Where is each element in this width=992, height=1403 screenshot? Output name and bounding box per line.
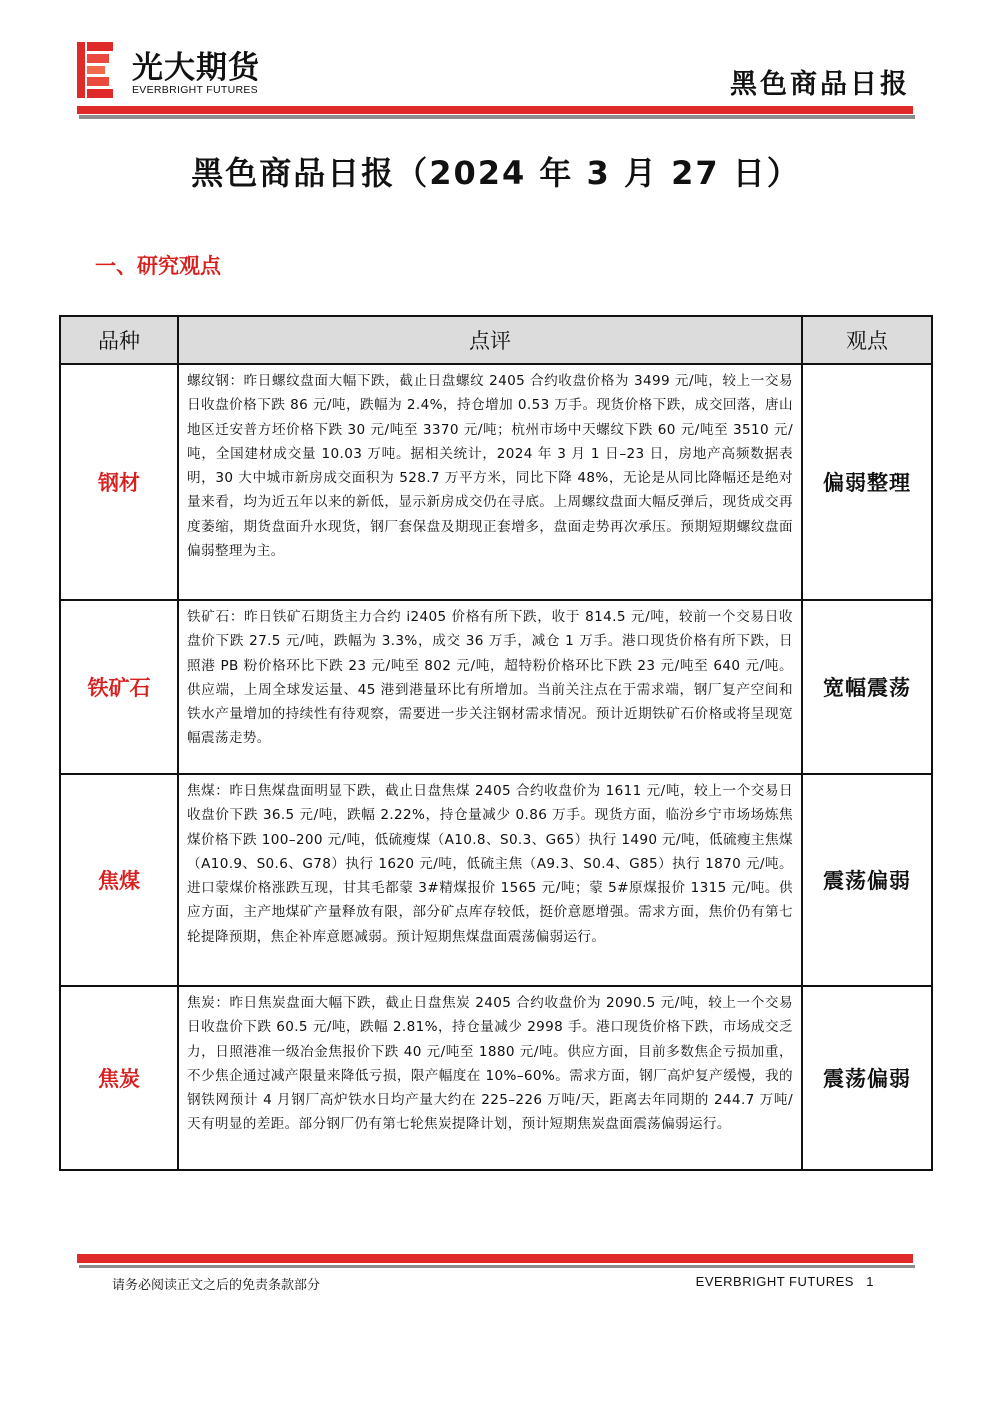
table-row <box>60 774 932 986</box>
header-view: 观点 <box>802 316 932 364</box>
table-header-row <box>60 316 932 364</box>
row-view: 震荡偏弱 <box>802 986 932 1170</box>
row-view: 偏弱整理 <box>802 364 932 600</box>
row-comment: 焦煤：昨日焦煤盘面明显下跌，截止日盘焦煤 2405 合约收盘价为 1611 元/吨，较上一个交易日收盘价下跌 36.5 元/吨，跌幅 2.22%，持仓量减少 0.86 万手。现货方面，临汾乡宁市场场炼焦煤价格下跌 100–200 元/吨，低硫瘦煤（A10.8、S0.3、G65）执行 1490 元/吨，低硫瘦主焦煤（A10.9、S0.6、G78）执行 1620 元/吨，低硫主焦（A9.3、S0.4、G85）执行 1870 元/吨。进口蒙煤价格涨跌互现，甘其毛都蒙 3#精煤报价 1565 元/吨；蒙 5#原煤报价 1315 元/吨。供应方面，主产地煤矿产量释放有限，部分矿点库存较低，挺价意愿增强。需求方面，焦价仍有第七轮提降预期，焦企补库意愿减弱。预计短期焦煤盘面震荡偏弱运行。 <box>178 774 802 986</box>
logo-mark-icon <box>77 42 117 98</box>
table-row <box>60 986 932 1170</box>
header-comment: 点评 <box>178 316 802 364</box>
table-row <box>60 600 932 774</box>
section-title: 一、研究观点 <box>95 254 221 278</box>
row-comment: 螺纹钢：昨日螺纹盘面大幅下跌，截止日盘螺纹 2405 合约收盘价格为 3499 元/吨，较上一交易日收盘价格下跌 86 元/吨，跌幅为 2.4%，持仓增加 0.53 万手。现货价格下跌，成交回落，唐山地区迁安普方坯价格下跌 30 元/吨至 3370 元/吨；杭州市场中天螺纹下跌 60 元/吨至 3510 元/吨，全国建材成交量 10.03 万吨。据相关统计，2024 年 3 月 1 日–23 日，房地产高频数据表明，30 大中城市新房成交面积为 528.7 万平方米，同比下降 48%，无论是从同比降幅还是绝对量来看，均为近五年以来的新低，显示新房成交仍在寻底。上周螺纹盘面大幅反弹后，现货成交再度萎缩，期货盘面升水现货，钢厂套保盘及期现正套增多，盘面走势再次承压。预期短期螺纹盘面偏弱整理为主。 <box>178 364 802 600</box>
footer-disclaimer: 请务必阅读正文之后的免责条款部分 <box>112 1278 321 1293</box>
row-category: 焦煤 <box>60 774 178 986</box>
row-category: 焦炭 <box>60 986 178 1170</box>
document-title: 黑色商品日报（2024 年 3 月 27 日） <box>191 154 801 192</box>
footer-brand-page: EVERBRIGHT FUTURES 1 <box>695 1274 874 1289</box>
everbright-logo <box>77 42 277 98</box>
footer-gray-rule <box>79 1265 915 1268</box>
report-name: 黑色商品日报 <box>730 69 910 100</box>
table-row <box>60 364 932 600</box>
row-comment: 焦炭：昨日焦炭盘面大幅下跌，截止日盘焦炭 2405 合约收盘价为 2090.5 元/吨，较上一个交易日收盘价下跌 60.5 元/吨，跌幅 2.81%，持仓量减少 2998 手。港口现货价格下跌，市场成交乏力，日照港准一级冶金焦报价下跌 40 元/吨至 1880 元/吨。供应方面，目前多数焦企亏损加重，不少焦企通过减产限量来降低亏损，限产幅度在 10%–60%。需求方面，钢厂高炉复产缓慢，我的钢铁网预计 4 月钢厂高炉铁水日均产量大约在 225–226 万吨/天，距离去年同期的 244.7 万吨/天有明显的差距。部分钢厂仍有第七轮焦炭提降计划，预计短期焦炭盘面震荡偏弱运行。 <box>178 986 802 1170</box>
row-view: 震荡偏弱 <box>802 774 932 986</box>
row-comment: 铁矿石：昨日铁矿石期货主力合约 i2405 价格有所下跌，收于 814.5 元/吨，较前一个交易日收盘价下跌 27.5 元/吨，跌幅为 3.3%，成交 36 万手，减仓 1 万手。港口现货价格有所下跌，日照港 PB 粉价格环比下跌 23 元/吨至 802 元/吨，超特粉价格环比下跌 23 元/吨至 640 元/吨。供应端，上周全球发运量、45 港到港量环比有所增加。当前关注点在于需求端，钢厂复产空间和铁水产量增加的持续性有待观察，需要进一步关注钢材需求情况。预计近期铁矿石价格或将呈现宽幅震荡走势。 <box>178 600 802 774</box>
page-header <box>0 0 992 130</box>
header-red-rule <box>77 106 913 114</box>
row-category: 钢材 <box>60 364 178 600</box>
header-category: 品种 <box>60 316 178 364</box>
logo-chinese-name: 光大期货 <box>132 50 260 86</box>
footer-red-rule <box>77 1254 913 1263</box>
header-gray-rule <box>79 115 915 119</box>
logo-english-name: EVERBRIGHT FUTURES <box>132 84 258 96</box>
row-view: 宽幅震荡 <box>802 600 932 774</box>
row-category: 铁矿石 <box>60 600 178 774</box>
research-view-table <box>59 315 933 1171</box>
